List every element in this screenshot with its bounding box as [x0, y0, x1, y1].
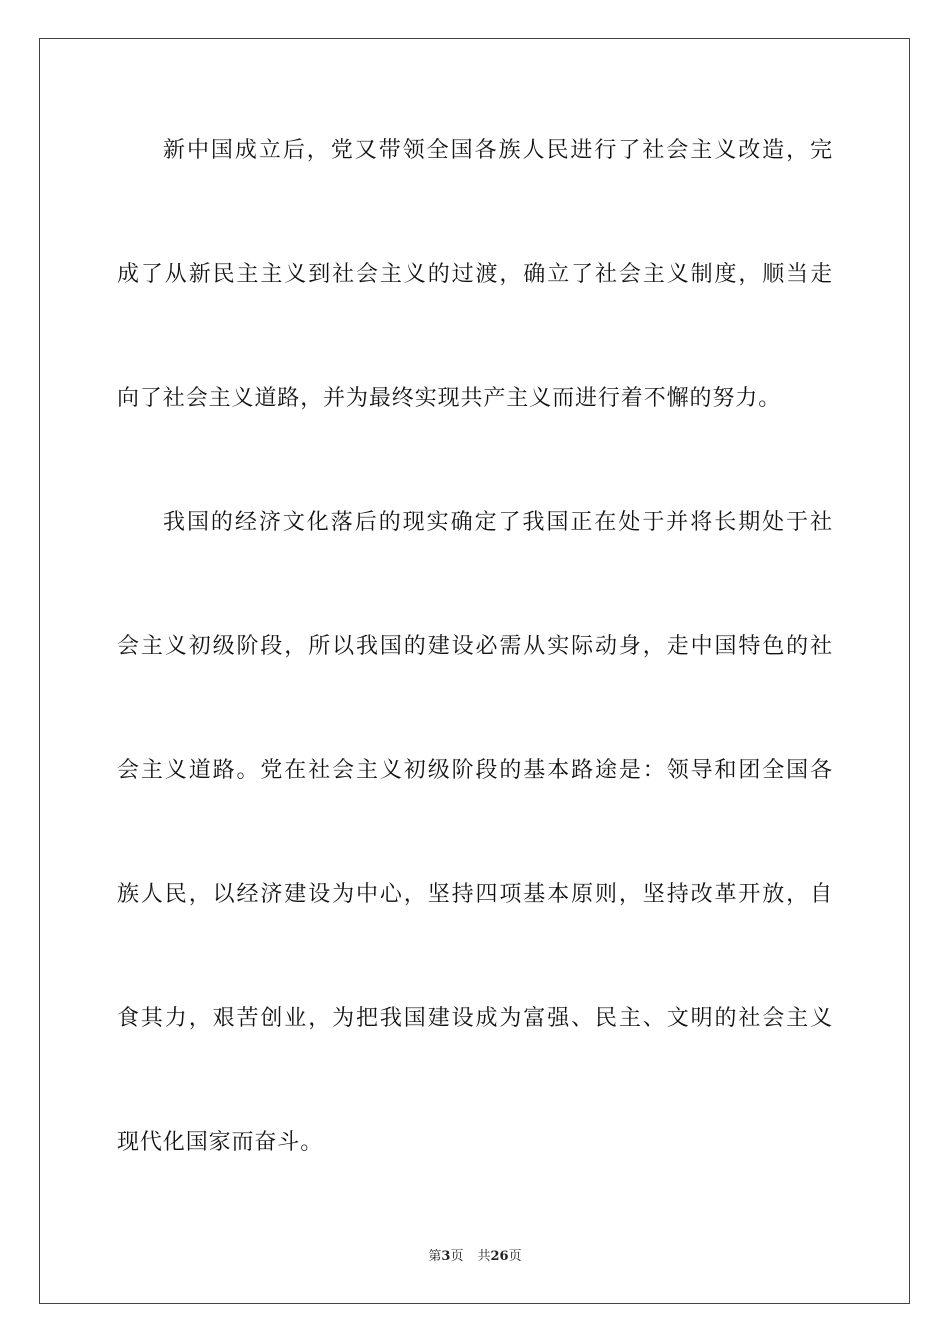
paragraph-2-line-2: 会主义初级阶段，所以我国的建设必需从实际动身，走中国特色的社: [117, 634, 833, 659]
paragraph-2-line-4: 族人民，以经济建设为中心，坚持四项基本原则，坚持改革开放，自: [117, 882, 833, 907]
paragraph-2-line-6: 现代化国家而奋斗。: [117, 1130, 324, 1155]
paragraph-2-line-3: 会主义道路。党在社会主义初级阶段的基本路途是：领导和团全国各: [117, 758, 833, 783]
page-number: 3: [441, 1249, 451, 1264]
page-footer: [0, 1248, 950, 1266]
paragraph-1-line-3: 向了社会主义道路，并为最终实现共产主义而进行着不懈的努力。: [117, 386, 782, 411]
total-pages: 26: [490, 1249, 509, 1264]
paragraph-1-line-1: 新中国成立后，党又带领全国各族人民进行了社会主义改造，完: [163, 138, 833, 163]
paragraph-2-line-1: 我国的经济文化落后的现实确定了我国正在处于并将长期处于社: [163, 510, 833, 535]
paragraph-2-line-5: 食其力，艰苦创业，为把我国建设成为富强、民主、文明的社会主义: [117, 1006, 833, 1031]
page-border: [39, 38, 910, 1304]
page-prefix: 第: [428, 1249, 442, 1264]
paragraph-1-line-2: 成了从新民主主义到社会主义的过渡，确立了社会主义制度，顺当走: [117, 262, 833, 287]
page-suffix: 页: [450, 1249, 464, 1264]
total-prefix: 共: [477, 1249, 491, 1264]
total-suffix: 页: [508, 1249, 522, 1264]
